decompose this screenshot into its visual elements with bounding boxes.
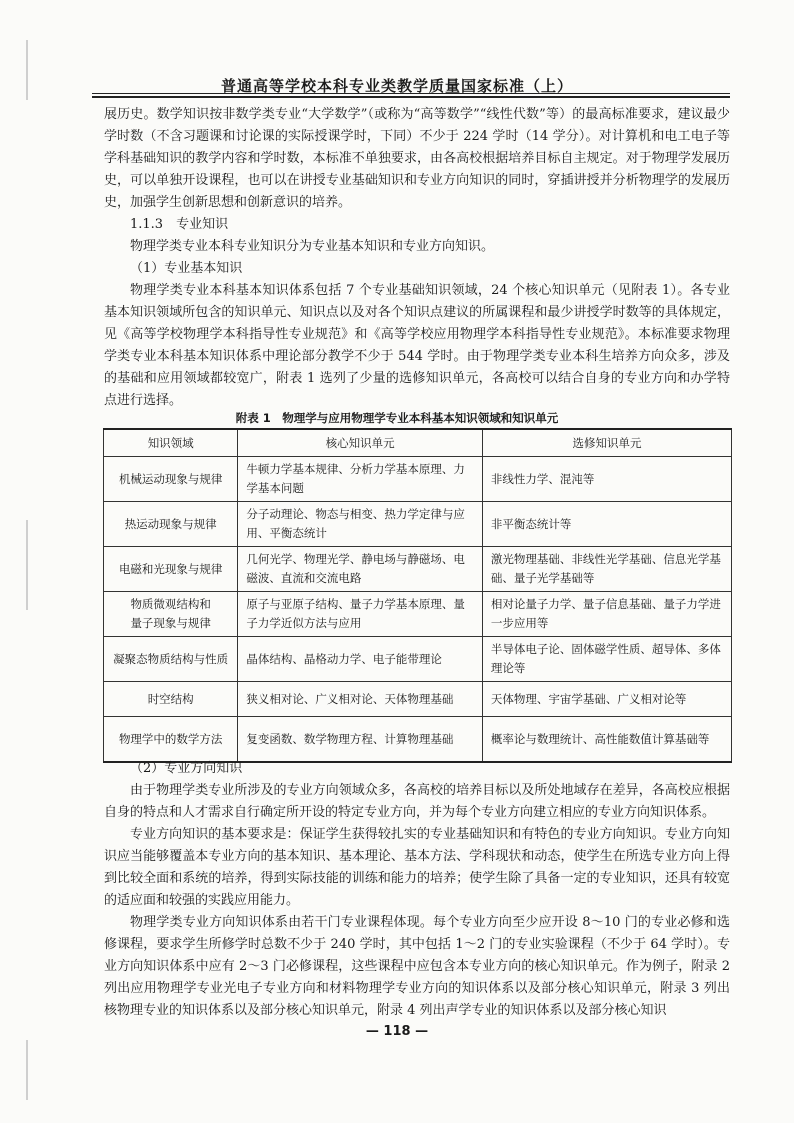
table-row	[104, 637, 732, 682]
subheading-basic-knowledge: （1）专业基本知识	[130, 261, 243, 276]
table-cell-domain: 电磁和光现象与规律	[104, 547, 238, 592]
header-rule	[92, 93, 730, 94]
table-cell-elective: 天体物理、宇宙学基础、广义相对论等	[482, 682, 731, 717]
section-heading-1-1-3: 1.1.3 专业知识	[130, 217, 229, 232]
table-cell-domain: 机械运动现象与规律	[104, 457, 238, 502]
table-cell-core: 分子动理论、物态与相变、热力学定律与应用、平衡态统计	[238, 502, 483, 547]
paragraph-direction-courses: 物理学类专业方向知识体系由若干门专业课程体现。每个专业方向至少应开设 8～10 门的专业必修和选修课程，要求学生所修学时总数不少于 240 学时，其中包括 1～2 门的专业实验课程（不少于 64 学时）。专业方向知识体系中应有 2～3 门必修课程，这些课程中应包含本专业方向的核心知识单元。作为例子，附录 2 列出应用物理学专业光电子专业方向和材料物理学专业方向的知识体系以及部分核心知识单元，附录 3 列出核物理专业的知识体系以及部分核心知识单元，附录 4 列出声学专业的知识体系以及部分核心知识	[104, 915, 730, 1018]
table-cell-domain: 热运动现象与规律	[104, 502, 238, 547]
table-row	[104, 457, 732, 502]
table-row	[104, 547, 732, 592]
table-row	[104, 592, 732, 637]
paragraph-history: 展历史。数学知识按非数学类专业“大学数学”（或称为“高等数学”“线性代数”等）的最高标准要求，建议最少学时数（不含习题课和讨论课的实际授课学时，下同）不少于 224 学时（14 学分）。对计算机和电工电子等学科基础知识的教学内容和学时数，本标准不单独要求，由各高校根据培养目标自主规定。对于物理学发展历史，可以单独开设课程，也可以在讲授专业基础知识和专业方向知识的同时，穿插讲授并分析物理学的发展历史，加强学生创新思想和创新意识的培养。	[104, 107, 730, 210]
paragraph-direction-intro: 由于物理学类专业所涉及的专业方向领域众多，各高校的培养目标以及所处地域存在差异，各高校应根据自身的特点和人才需求自行确定所开设的特定专业方向，并为每个专业方向建立相应的专业方向知识体系。	[104, 783, 730, 820]
table-cell-elective: 激光物理基础、非线性光学基础、信息光学基础、量子光学基础等	[482, 547, 731, 592]
table-cell-domain: 物理学中的数学方法	[104, 717, 238, 763]
header-rule	[92, 96, 730, 98]
table-cell-core: 复变函数、数学物理方程、计算物理基础	[238, 717, 483, 763]
table-cell-core: 狭义相对论、广义相对论、天体物理基础	[238, 682, 483, 717]
scan-margin-mark	[26, 520, 28, 610]
subheading-direction-knowledge: （2）专业方向知识	[130, 761, 243, 776]
table-caption: 附表 1 物理学与应用物理学专业本科基本知识领域和知识单元	[235, 411, 559, 425]
knowledge-table	[103, 428, 732, 763]
table-row	[104, 682, 732, 717]
table-cell-core: 原子与亚原子结构、量子力学基本原理、量子力学近似方法与应用	[238, 592, 483, 637]
table-row	[104, 717, 732, 763]
table-header-cell: 知识领域	[104, 429, 238, 457]
table-row	[104, 502, 732, 547]
table-cell-domain: 时空结构	[104, 682, 238, 717]
table-cell-domain: 物质微观结构和 量子现象与规律	[104, 592, 238, 637]
table-cell-core: 晶体结构、晶格动力学、电子能带理论	[238, 637, 483, 682]
running-header-title: 普通高等学校本科专业类教学质量国家标准（上）	[220, 77, 573, 95]
table-cell-elective: 概率论与数理统计、高性能数值计算基础等	[482, 717, 731, 763]
table-cell-elective: 半导体电子论、固体磁学性质、超导体、多体理论等	[482, 637, 731, 682]
page-number: — 118 —	[365, 1024, 429, 1039]
scan-margin-mark	[26, 1040, 28, 1100]
paragraph-direction-requirements: 专业方向知识的基本要求是：保证学生获得较扎实的专业基础知识和有特色的专业方向知识。专业方向知识应当能够覆盖本专业方向的基本知识、基本理论、基本方法、学科现状和动态，使学生在所选专业方向上得到比较全面和系统的培养，得到实际技能的训练和能力的培养；使学生除了具备一定的专业知识，还具有较宽的适应面和较强的实践应用能力。	[104, 827, 730, 908]
table-cell-core: 牛顿力学基本规律、分析力学基本原理、力学基本问题	[238, 457, 483, 502]
paragraph-basic-knowledge: 物理学类专业本科基本知识体系包括 7 个专业基础知识领域，24 个核心知识单元（见附表 1）。各专业基本知识领域所包含的知识单元、知识点以及对各个知识点建议的所属课程和最少讲授学时数等的具体规定，见《高等学校物理学本科指导性专业规范》和《高等学校应用物理学本科指导性专业规范》。本标准要求物理学类专业本科基本知识体系中理论部分教学不少于 544 学时。由于物理学类专业本科生培养方向众多，涉及的基础和应用领域都较宽广，附表 1 选列了少量的选修知识单元，各高校可以结合自身的专业方向和办学特点进行选择。	[104, 283, 730, 408]
paragraph-knowledge-intro: 物理学类专业本科专业知识分为专业基本知识和专业方向知识。	[130, 239, 495, 254]
table-header-row	[104, 429, 732, 457]
table-cell-elective: 非平衡态统计等	[482, 502, 731, 547]
table-cell-core: 几何光学、物理光学、静电场与静磁场、电磁波、直流和交流电路	[238, 547, 483, 592]
table-cell-domain: 凝聚态物质结构与性质	[104, 637, 238, 682]
table-cell-elective: 相对论量子力学、量子信息基础、量子力学进一步应用等	[482, 592, 731, 637]
table-cell-elective: 非线性力学、混沌等	[482, 457, 731, 502]
table-header-cell: 选修知识单元	[482, 429, 731, 457]
table-header-cell: 核心知识单元	[238, 429, 483, 457]
